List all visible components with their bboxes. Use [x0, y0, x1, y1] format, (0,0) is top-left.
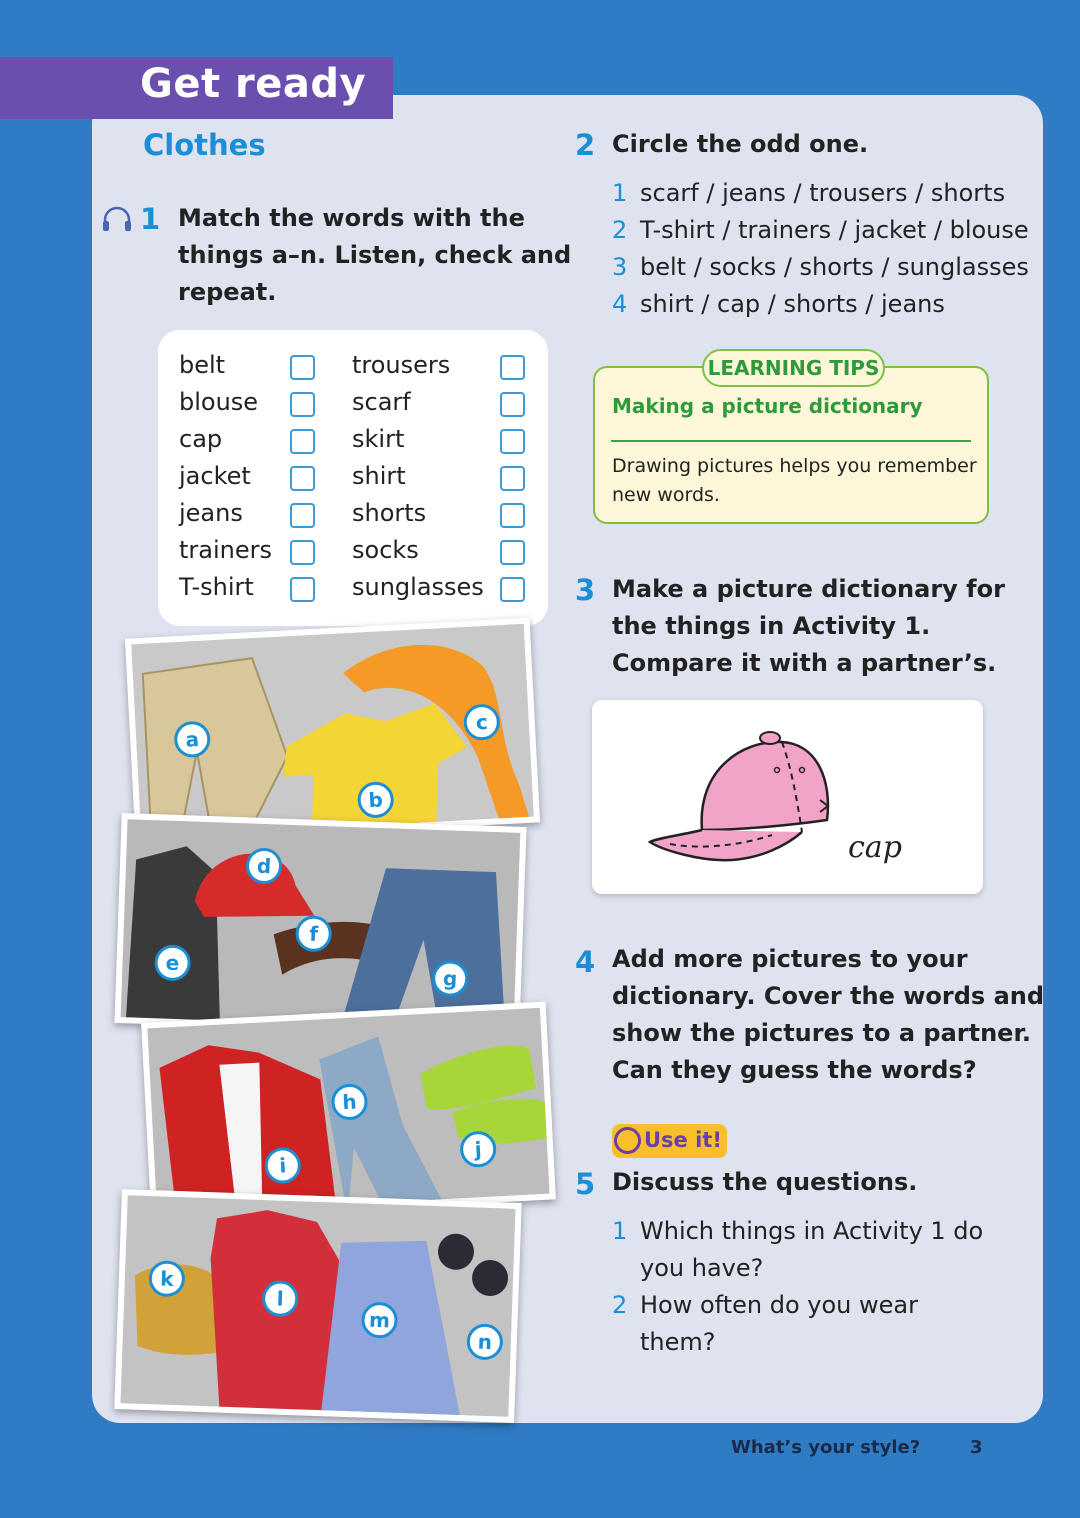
activity1-instructions	[178, 200, 571, 311]
photo-label-k: k	[148, 1260, 185, 1297]
photo-label-m: m	[361, 1302, 398, 1339]
checkbox-socks[interactable]	[500, 540, 525, 565]
item-text: belt / socks / shorts / sunglasses	[640, 253, 1029, 281]
use-it-badge	[612, 1124, 727, 1158]
section-banner	[0, 57, 393, 119]
instruction-line: things a–n. Listen, check and	[178, 241, 572, 269]
photo-label-c: c	[463, 703, 501, 741]
photo-label-h: h	[331, 1083, 369, 1121]
instruction-line: Compare it with a partner’s.	[612, 649, 997, 677]
item-text: How often do you wear	[640, 1291, 918, 1319]
list-item	[612, 1213, 983, 1250]
photo-label-i: i	[264, 1147, 302, 1185]
item-text: shirt / cap / shorts / jeans	[640, 290, 945, 318]
photo-shorts-tshirt-scarf	[125, 618, 540, 844]
list-item	[612, 212, 1029, 249]
word-sunglasses: sunglasses	[352, 573, 484, 601]
list-item	[612, 286, 1029, 323]
activity1-number: 1	[140, 202, 161, 236]
word-belt: belt	[179, 351, 226, 379]
photo-shirt-cap-belt-jeans	[114, 813, 526, 1037]
activity2-heading: Circle the odd one.	[612, 130, 869, 158]
checkbox-cap[interactable]	[290, 429, 315, 454]
checkbox-shirt[interactable]	[500, 466, 525, 491]
photo-label-d: d	[245, 847, 282, 884]
learning-tips-text	[612, 452, 982, 510]
instruction-line: dictionary. Cover the words and	[612, 982, 1045, 1010]
learning-tips-title: Making a picture dictionary	[612, 394, 923, 418]
photo-jacket-trousers-trainers	[141, 1002, 556, 1221]
word-jacket: jacket	[179, 462, 251, 490]
photo-label-f: f	[295, 915, 332, 952]
instruction-line: Make a picture dictionary for	[612, 575, 1005, 603]
item-number: 1	[612, 179, 628, 207]
photo-label-j: j	[459, 1130, 497, 1168]
item-number: 2	[612, 216, 628, 244]
word-scarf: scarf	[352, 388, 411, 416]
activity2-list	[612, 175, 1029, 323]
tips-line: Drawing pictures helps you remember	[612, 455, 977, 477]
checkbox-jacket[interactable]	[290, 466, 315, 491]
photo-label-a: a	[173, 720, 211, 758]
instruction-line: Match the words with the	[178, 204, 525, 232]
activity3-number: 3	[575, 573, 596, 607]
photo-socks-blouse-skirt-sunglasses	[114, 1189, 521, 1423]
word-jeans: jeans	[179, 499, 243, 527]
list-item	[612, 249, 1029, 286]
item-text: Which things in Activity 1 do	[640, 1217, 984, 1245]
instruction-line: repeat.	[178, 278, 277, 306]
word-box	[158, 330, 548, 626]
list-item	[612, 175, 1029, 212]
list-item-continuation: them?	[640, 1328, 716, 1356]
instruction-line: the things in Activity 1.	[612, 612, 931, 640]
page-number: 3	[970, 1437, 983, 1458]
checkbox-scarf[interactable]	[500, 392, 525, 417]
activity5-list	[612, 1213, 983, 1361]
word-cap: cap	[179, 425, 223, 453]
instruction-line: Can they guess the words?	[612, 1056, 977, 1084]
item-number: 2	[612, 1291, 628, 1319]
photo-label-g: g	[432, 960, 469, 997]
activity4-instructions	[612, 941, 1044, 1089]
item-text: T-shirt / trainers / jacket / blouse	[640, 216, 1029, 244]
checkbox-shorts[interactable]	[500, 503, 525, 528]
checkbox-trousers[interactable]	[500, 355, 525, 380]
list-item	[612, 1287, 983, 1324]
instruction-line: Add more pictures to your	[612, 945, 968, 973]
section-title: Clothes	[143, 128, 266, 162]
checkbox-skirt[interactable]	[500, 429, 525, 454]
checkbox-blouse[interactable]	[290, 392, 315, 417]
checkbox-belt[interactable]	[290, 355, 315, 380]
photo-illustration	[120, 1195, 522, 1423]
activity4-number: 4	[575, 945, 596, 979]
item-number: 4	[612, 290, 628, 318]
word-blouse: blouse	[179, 388, 259, 416]
checkbox-sunglasses[interactable]	[500, 577, 525, 602]
item-number: 3	[612, 253, 628, 281]
word-socks: socks	[352, 536, 419, 564]
checkbox-tshirt[interactable]	[290, 577, 315, 602]
activity5-heading: Discuss the questions.	[612, 1168, 918, 1196]
divider	[611, 440, 971, 442]
picture-dictionary-card	[592, 700, 983, 894]
word-tshirt: T-shirt	[179, 573, 254, 601]
word-trousers: trousers	[352, 351, 451, 379]
photo-label-e: e	[154, 944, 191, 981]
photo-label-l: l	[262, 1280, 299, 1317]
list-item-continuation: you have?	[640, 1254, 764, 1282]
item-number: 1	[612, 1217, 628, 1245]
photo-label-n: n	[466, 1323, 503, 1360]
word-skirt: skirt	[352, 425, 405, 453]
activity2-number: 2	[575, 128, 596, 162]
card-word: cap	[848, 830, 902, 865]
banner-title: Get ready	[140, 61, 367, 107]
instruction-line: show the pictures to a partner.	[612, 1019, 1031, 1047]
checkbox-jeans[interactable]	[290, 503, 315, 528]
word-shirt: shirt	[352, 462, 406, 490]
word-shorts: shorts	[352, 499, 427, 527]
word-trainers: trainers	[179, 536, 272, 564]
footer-unit-title: What’s your style?	[731, 1437, 921, 1458]
item-text: scarf / jeans / trousers / shorts	[640, 179, 1006, 207]
photo-label-b: b	[357, 781, 395, 819]
speech-bubble-icon	[614, 1127, 641, 1154]
headphones-icon[interactable]	[102, 206, 132, 232]
learning-tips-tag: LEARNING TIPS	[702, 349, 885, 387]
activity5-number: 5	[575, 1167, 596, 1201]
use-it-label: Use it!	[644, 1128, 722, 1152]
checkbox-trainers[interactable]	[290, 540, 315, 565]
tips-line: new words.	[612, 484, 720, 506]
activity3-instructions	[612, 571, 1005, 682]
learning-tips-box	[593, 356, 989, 524]
